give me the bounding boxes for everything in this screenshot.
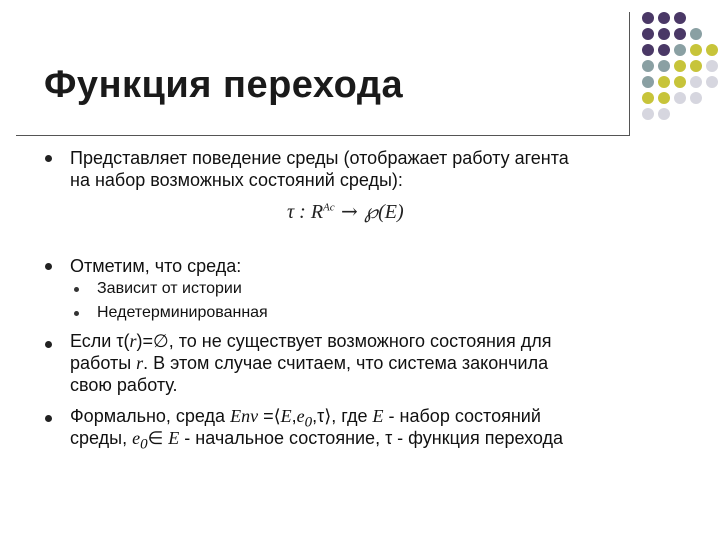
decor-dot [674,92,686,104]
sub-item-nondeterministic: Недетерминированная [97,304,268,321]
decor-dot [658,60,670,72]
paren-open: ( [123,331,130,351]
decor-dot [658,76,670,88]
formula-lhs: τ : [287,201,311,223]
text-if-rest: )=∅, то не существует возможного состояния для [136,331,552,351]
decor-dot [642,28,654,40]
decor-dot [690,44,702,56]
title-divider [16,135,630,136]
text-comma: , [291,406,297,426]
formula-rhs: ℘(E) [364,201,404,223]
decor-dot [674,28,686,40]
decor-dot [706,44,718,56]
var-e-sub: 0 [140,436,148,453]
tau-symbol: τ [116,331,124,351]
decor-dot [706,76,718,88]
decor-dot [658,92,670,104]
var-E: E [372,406,384,426]
decor-dot [642,92,654,104]
var-e-sub: 0 [304,414,313,431]
bullet-3-line-1 [70,330,551,352]
formula-R: R [310,201,324,223]
text-eq: =⟨ [258,406,281,426]
decor-dot [690,28,702,40]
decor-dot [642,60,654,72]
text-work-rest: . В этом случае считаем, что система закончила [143,353,549,373]
bullet-marker [45,415,52,422]
decor-dot [690,92,702,104]
var-e: e [132,428,141,448]
text-state-set: - набор состояний [383,406,541,426]
var-env: Env [230,406,259,426]
text-if: Если [70,331,117,351]
decor-dot [658,12,670,24]
bullet-1-line-2: на набор возможных состояний среды): [70,170,403,190]
var-E: E [280,406,292,426]
bullet-2-line: Отметим, что среда: [70,256,242,276]
bullet-marker [45,263,52,270]
decor-dot [674,12,686,24]
formula-R-sup: Ac [323,201,335,214]
decor-dot [658,108,670,120]
text-tau-where: ,τ⟩, где [312,406,373,426]
var-E: E [168,428,180,448]
decor-dot [642,76,654,88]
sub-bullet-marker [74,287,79,292]
sub-bullet-marker [74,311,79,316]
var-r: r [136,353,144,373]
sub-item-history: Зависит от истории [97,280,242,297]
decor-dot [658,28,670,40]
slide-title: Функция перехода [44,64,404,106]
decor-dot [674,60,686,72]
bullet-marker [45,155,52,162]
decor-dot [674,76,686,88]
decor-dot [690,60,702,72]
decor-dot-grid [640,12,720,122]
var-e: e [296,406,305,426]
transition-formula [287,199,404,224]
text-env: среды, [70,428,133,448]
decor-dot [642,12,654,24]
bullet-3-line-2 [70,352,548,374]
decor-dot [658,44,670,56]
decor-vertical-line [629,12,630,136]
bullet-4-line-2 [70,427,563,456]
decor-dot [642,108,654,120]
decor-dot [706,60,718,72]
decor-dot [690,76,702,88]
bullet-marker [45,341,52,348]
text-formal: Формально, среда [70,406,231,426]
bullet-3-line-3: свою работу. [70,375,178,395]
text-work: работы [70,353,137,373]
formula-arrow: → [334,199,365,223]
text-initial-state: - начальное состояние, τ - функция перехода [179,428,564,448]
decor-dot [642,44,654,56]
element-of-symbol: ∈ [147,428,169,448]
bullet-1-line-1: Представляет поведение среды (отображает работу агента [70,148,569,168]
var-r: r [129,331,137,351]
decor-dot [674,44,686,56]
